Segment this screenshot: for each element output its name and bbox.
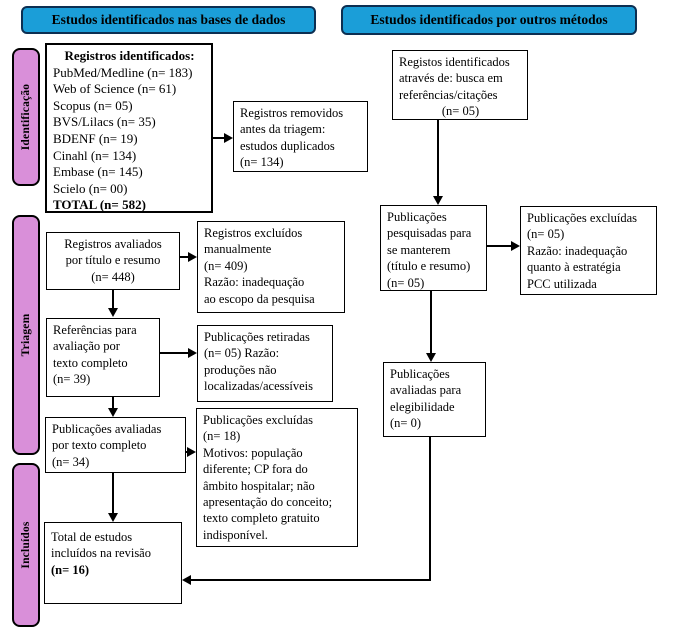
text-line: (n= 05) Razão:: [204, 346, 280, 361]
text-line: Publicações avaliadas: [52, 422, 162, 436]
node-publications-assessed-eligibility: [383, 362, 486, 437]
header-databases: Estudos identificados nas bases de dados: [21, 6, 316, 34]
arrow-other-to-kept-head: [433, 196, 443, 205]
arrow-screened-to-references-line: [112, 290, 114, 309]
text-line: indisponível.: [203, 527, 268, 542]
arrow-eligibility-to-total-vline: [429, 437, 431, 581]
node-publications-excluded-fulltext: [196, 408, 358, 547]
text-line: Cinahl (n= 134): [53, 147, 137, 163]
text-line: (n= 05): [441, 104, 480, 119]
text-line: Publicações: [387, 210, 447, 224]
node-publications-withdrawn: [197, 325, 333, 402]
text-line: BVS/Lilacs (n= 35): [53, 114, 156, 130]
text-line: elegibilidade: [390, 399, 455, 414]
node-references-fulltext-assessment: [46, 318, 160, 397]
text-line: localizadas/acessíveis: [204, 379, 313, 394]
text-line: Total de estudos: [51, 530, 133, 544]
header-other-methods: Estudos identificados por outros métodos: [341, 5, 637, 35]
text-line: (n= 0): [390, 416, 421, 431]
text-line: TOTAL (n= 582): [53, 197, 146, 213]
text-line: texto completo gratuito: [203, 511, 320, 526]
text-line: referências/citações: [399, 87, 498, 102]
node-records-screened-title-abstract: [46, 232, 180, 290]
node-total-studies-included: [44, 522, 182, 604]
text-line: Razão: inadequação: [527, 243, 628, 258]
text-line: Razão: inadequação: [204, 275, 305, 290]
text-line: (n= 05): [527, 227, 565, 242]
arrow-screened-to-excluded-head: [188, 252, 197, 262]
text-line: (n= 16): [51, 562, 90, 577]
arrow-references-to-withdrawn-head: [188, 348, 197, 358]
arrow-references-to-withdrawn-line: [160, 352, 189, 354]
text-line: PCC utilizada: [527, 276, 597, 291]
text-line: avaliadas para: [390, 383, 462, 398]
arrow-identified-to-removed-head: [224, 133, 233, 143]
stage-bar-identification: [12, 48, 40, 186]
text-line: pesquisadas para: [387, 226, 472, 241]
text-line: Web of Science (n= 61): [53, 81, 177, 97]
stage-bar-screening: [12, 215, 40, 455]
arrow-references-to-assessed-head: [108, 408, 118, 417]
text-line: avaliação por: [53, 339, 120, 354]
arrow-eligibility-to-total-head: [182, 575, 191, 585]
arrow-kept-to-eligibility-head: [426, 353, 436, 362]
text-line: manualmente: [204, 242, 272, 257]
stage-label-identification: Identificação: [20, 83, 32, 151]
text-line: quanto à estratégia: [527, 260, 621, 275]
node-records-excluded-manually: [197, 221, 345, 313]
text-line: Publicações excluídas: [527, 211, 638, 225]
stage-bar-included: [12, 463, 40, 627]
text-line: Publicações excluídas: [203, 413, 314, 427]
arrow-kept-to-excluded-pcc-head: [511, 241, 520, 251]
text-line: Publicações: [390, 367, 450, 381]
node-records-identified-other-methods: [392, 50, 528, 120]
arrow-screened-to-references-head: [108, 308, 118, 317]
text-line: âmbito hospitalar; não: [203, 478, 315, 493]
arrow-assessed-to-total-head: [108, 513, 118, 522]
text-line: Registros avaliados: [64, 237, 162, 251]
text-line: (n= 39): [53, 372, 91, 387]
text-line: diferente; CP fora do: [203, 462, 308, 477]
text-line: (n= 18): [203, 429, 241, 444]
text-line: Registros removidos: [240, 106, 344, 120]
text-line: através de: busca em: [399, 71, 503, 86]
arrow-kept-to-excluded-pcc-line: [487, 245, 512, 247]
text-line: Embase (n= 145): [53, 164, 143, 180]
text-line: (n= 134): [240, 155, 284, 170]
text-line: (n= 409): [204, 258, 248, 273]
text-line: se manterem: [387, 242, 451, 257]
text-line: ao escopo da pesquisa: [204, 291, 315, 306]
text-line: Registros identificados:: [64, 48, 195, 63]
text-line: (título e resumo): [387, 259, 471, 274]
text-line: texto completo: [53, 355, 128, 370]
text-line: apresentação do conceito;: [203, 495, 333, 510]
node-publications-excluded-pcc: [520, 206, 657, 295]
node-publications-kept-title-abstract: [380, 205, 487, 291]
text-line: Registros excluídos: [204, 226, 303, 240]
text-line: Scielo (n= 00): [53, 180, 128, 196]
text-line: Scopus (n= 05): [53, 97, 133, 113]
text-line: (n= 448): [91, 269, 135, 284]
node-records-identified-databases: [45, 43, 213, 213]
text-line: BDENF (n= 19): [53, 130, 138, 146]
text-line: incluídos na revisão: [51, 546, 151, 561]
text-line: antes da triagem:: [240, 122, 326, 137]
text-line: Registos identificados: [399, 55, 510, 69]
text-line: produções não: [204, 362, 277, 377]
text-line: estudos duplicados: [240, 138, 335, 153]
text-line: por texto completo: [52, 438, 147, 453]
arrow-other-to-kept-line: [437, 120, 439, 197]
arrow-kept-to-eligibility-line: [430, 291, 432, 354]
text-line: Motivos: população: [203, 445, 303, 460]
stage-label-included: Incluídos: [20, 521, 32, 569]
node-records-removed-duplicates: [233, 101, 368, 172]
text-line: Referências para: [53, 323, 137, 337]
text-line: (n= 34): [52, 454, 90, 469]
stage-label-screening: Triagem: [20, 313, 32, 357]
arrow-assessed-to-excluded-head: [187, 447, 196, 457]
arrow-eligibility-to-total-hline: [190, 579, 431, 581]
text-line: Publicações retiradas: [204, 330, 310, 344]
text-line: por título e resumo: [65, 253, 161, 268]
node-publications-assessed-fulltext: [45, 417, 186, 473]
arrow-assessed-to-total-line: [112, 473, 114, 514]
text-line: PubMed/Medline (n= 183): [53, 64, 193, 80]
text-line: (n= 05): [387, 275, 425, 290]
